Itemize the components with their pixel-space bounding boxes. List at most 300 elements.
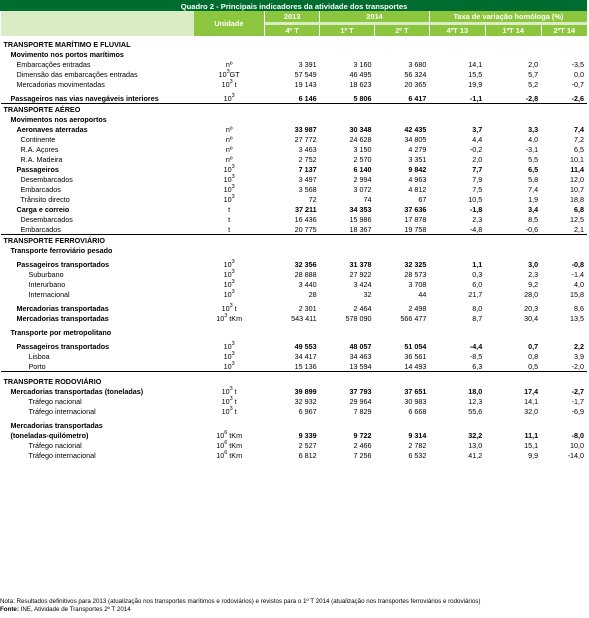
row-unit	[194, 224, 265, 235]
unit-exponent: 3	[231, 92, 235, 99]
value-2014-1t	[320, 323, 375, 337]
footnotes	[0, 598, 589, 614]
row-unit	[194, 416, 265, 430]
header-1t14: 1ºT 14	[485, 25, 541, 36]
value-2014-2t: 3 680	[408, 59, 427, 69]
value-2014-1t: 7 829	[353, 406, 372, 416]
table-row	[1, 49, 588, 59]
value-2014-2t: 34 805	[404, 134, 427, 144]
value-2013-4t: 49 553	[294, 341, 317, 351]
unit-suffix: tKm	[227, 440, 243, 450]
value-2014-2t: 3 351	[408, 154, 427, 164]
rate-1t14	[485, 104, 541, 115]
row-unit	[194, 269, 265, 279]
unit-base: 10	[223, 194, 232, 204]
value-2014-2t	[374, 235, 429, 246]
value-2013-4t: 543 411	[291, 313, 317, 323]
rate-4t13: 1,1	[472, 259, 483, 269]
table-row	[1, 269, 588, 279]
rate-1t14: 8,5	[528, 214, 539, 224]
value-2014-2t: 51 054	[404, 341, 427, 351]
unit-base: 10	[223, 259, 232, 269]
rate-1t14: 1,9	[528, 194, 539, 204]
table-row	[1, 279, 588, 289]
unit-base: 10	[223, 164, 232, 174]
value-2014-1t: 13 594	[349, 361, 372, 371]
value-2014-1t: 24 628	[349, 134, 372, 144]
rate-1t14: 3,3	[528, 124, 539, 134]
rate-1t14: 5,7	[528, 69, 539, 79]
rate-1t14: 30,4	[524, 313, 539, 323]
value-2013-4t: 6 812	[298, 450, 317, 460]
value-2014-1t: 2 994	[353, 174, 372, 184]
unit-base: 10	[221, 303, 230, 313]
value-2013-4t	[265, 114, 320, 124]
value-2014-1t: 32	[363, 289, 372, 299]
rate-2t14: 10,0	[570, 440, 584, 450]
rate-4t13: 19,9	[468, 79, 483, 89]
rate-1t14: 4,0	[528, 134, 539, 144]
rate-4t13	[429, 245, 485, 255]
note-text: Nota: Resultados definitivos para 2013 (atualização nos transportes marítimos e rodoviários) e revistos para o 1º T 2014 (atualização nos transportes ferroviários e rodoviários)	[0, 598, 481, 605]
rate-1t14: 0,5	[528, 361, 539, 371]
rate-4t13	[429, 49, 485, 59]
rate-4t13: 2,0	[472, 154, 483, 164]
header-4t13: 4ºT 13	[429, 25, 485, 36]
rate-1t14: 3,0	[528, 259, 539, 269]
value-2013-4t: 15 136	[294, 361, 317, 371]
rate-2t14	[541, 39, 587, 49]
row-label: Suburbano	[28, 269, 64, 279]
value-2014-1t: 6 140	[353, 164, 372, 174]
value-2014-1t: 5 806	[353, 93, 372, 103]
rate-4t13: 18,0	[468, 386, 483, 396]
source-key: Fonte:	[0, 606, 19, 613]
unit-exponent: 3	[229, 386, 233, 392]
rate-2t14: 2,2	[574, 341, 584, 351]
row-label: TRANSPORTE RODOVIÁRIO	[1, 372, 194, 387]
table-row	[1, 89, 588, 104]
rate-1t14: 17,4	[524, 386, 539, 396]
value-2014-1t: 34 463	[349, 351, 372, 361]
rate-2t14: 7,2	[574, 134, 584, 144]
row-label: Embarcações entradas	[16, 59, 91, 69]
table-row	[1, 361, 588, 372]
value-2014-2t: 6 668	[408, 406, 427, 416]
row-label: Transporte ferroviário pesado	[10, 245, 113, 255]
row-unit	[194, 313, 265, 323]
unit-exponent: 3	[224, 313, 228, 319]
row-label: Movimento nos portos marítimos	[10, 49, 124, 59]
row-unit	[194, 396, 265, 406]
value-2013-4t: 34 417	[294, 351, 317, 361]
rate-2t14	[541, 416, 587, 430]
unit-exponent: 3	[231, 340, 235, 347]
table-title: Quadro 2 - Principais indicadores da atividade dos transportes	[1, 0, 588, 11]
rate-1t14: 9,9	[528, 450, 539, 460]
value-2013-4t: 16 436	[294, 214, 317, 224]
section-row	[1, 235, 588, 246]
row-unit	[194, 450, 265, 460]
row-unit	[194, 255, 265, 269]
unit-base: 10	[218, 69, 227, 79]
unit-suffix: t	[232, 396, 237, 406]
table-row	[1, 406, 588, 416]
value-2014-1t: 18 367	[349, 224, 372, 234]
row-unit	[194, 204, 265, 214]
row-label: Lisboa	[28, 351, 50, 361]
unit-base: nº	[225, 154, 233, 164]
unit-exponent: 6	[224, 440, 228, 446]
table-row	[1, 174, 588, 184]
row-unit	[194, 39, 265, 49]
unit-base: 10	[216, 450, 225, 460]
value-2013-4t: 32 932	[294, 396, 317, 406]
rate-1t14: 5,2	[528, 79, 539, 89]
value-2014-2t: 3 708	[408, 279, 427, 289]
header-4t: 4º T	[265, 25, 320, 36]
table-row	[1, 214, 588, 224]
rate-2t14: -3,5	[571, 59, 584, 69]
unit-exponent: 3	[231, 279, 235, 285]
row-unit	[194, 440, 265, 450]
rate-4t13: 6,0	[472, 279, 483, 289]
rate-2t14	[541, 323, 587, 337]
rate-1t14: 6,5	[528, 164, 539, 174]
rate-1t14	[485, 372, 541, 387]
value-2014-2t: 14 493	[404, 361, 427, 371]
rate-1t14: 2,3	[528, 269, 539, 279]
rate-1t14	[485, 323, 541, 337]
value-2013-4t: 2 301	[298, 303, 317, 313]
value-2013-4t: 37 211	[294, 204, 317, 214]
rate-4t13: 8,0	[472, 303, 483, 313]
table-row	[1, 430, 588, 440]
row-unit	[194, 289, 265, 299]
value-2014-2t: 6 417	[408, 93, 427, 103]
rate-1t14: 28,0	[524, 289, 539, 299]
value-2013-4t	[265, 104, 320, 115]
rate-2t14: -6,9	[571, 406, 584, 416]
unit-exponent: 3	[231, 164, 235, 170]
value-2014-1t	[320, 416, 375, 430]
value-2014-2t: 19 758	[404, 224, 427, 234]
rate-4t13: -0,2	[469, 144, 483, 154]
row-unit	[194, 114, 265, 124]
value-2014-1t: 2 570	[353, 154, 372, 164]
row-label: Mercadorias transportadas	[16, 303, 109, 313]
unit-exponent: 3	[231, 361, 235, 367]
unit-suffix: t	[232, 406, 237, 416]
rate-4t13: -1,8	[469, 204, 483, 214]
rate-2t14: 3,9	[574, 351, 584, 361]
value-2013-4t: 3 391	[298, 59, 317, 69]
value-2014-1t: 3 424	[353, 279, 372, 289]
unit-exponent: 3	[231, 351, 235, 357]
value-2014-2t: 67	[418, 194, 427, 204]
source-text: INE, Atividade de Transportes 2º T 2014	[18, 606, 131, 613]
unit-suffix: GT	[229, 69, 240, 79]
value-2013-4t: 3 463	[298, 144, 317, 154]
row-label: Continente	[20, 134, 56, 144]
value-2013-4t: 6 967	[298, 406, 317, 416]
value-2014-2t	[374, 39, 429, 49]
row-label: Passageiros nas vias navegáveis interiores	[10, 93, 159, 103]
unit-base: 10	[221, 406, 230, 416]
table-row	[1, 351, 588, 361]
unit-suffix: t	[232, 303, 237, 313]
unit-base: nº	[225, 134, 233, 144]
value-2014-2t: 566 477	[400, 313, 427, 323]
value-2014-1t: 18 623	[349, 79, 372, 89]
rate-2t14: 2,1	[574, 224, 584, 234]
rate-1t14: 7,4	[528, 184, 539, 194]
value-2014-1t: 29 964	[349, 396, 372, 406]
table-row	[1, 204, 588, 214]
value-2014-1t: 34 353	[349, 204, 372, 214]
rate-4t13: 0,3	[472, 269, 483, 279]
rate-2t14: -0,7	[571, 79, 584, 89]
row-label: Interurbano	[28, 279, 66, 289]
value-2014-2t: 28 573	[404, 269, 427, 279]
rate-2t14: 18,8	[570, 194, 584, 204]
value-2014-2t: 32 325	[404, 259, 427, 269]
unit-base: t	[228, 204, 231, 214]
rate-4t13	[429, 114, 485, 124]
unit-exponent: 3	[231, 258, 235, 265]
value-2014-1t: 2 464	[353, 303, 372, 313]
value-2014-1t	[320, 114, 375, 124]
rate-1t14: 3,4	[528, 204, 539, 214]
row-unit	[194, 372, 265, 387]
row-label: Mercadorias transportadas (toneladas)	[10, 386, 144, 396]
row-unit	[194, 89, 265, 104]
value-2013-4t: 33 987	[294, 124, 317, 134]
row-unit	[194, 134, 265, 144]
unit-exponent: 6	[224, 450, 228, 456]
unit-base: t	[228, 214, 231, 224]
table-row	[1, 79, 588, 89]
rate-4t13	[429, 104, 485, 115]
table-row	[1, 69, 588, 79]
row-label: Tráfego internacional	[28, 450, 96, 460]
rate-1t14: 20,3	[524, 303, 539, 313]
value-2014-2t: 37 636	[404, 204, 427, 214]
rate-2t14: 6,5	[574, 144, 584, 154]
value-2013-4t: 3 568	[298, 184, 317, 194]
row-label: (toneladas-quilómetro)	[10, 430, 89, 440]
row-unit	[194, 235, 265, 246]
rate-4t13: 10,5	[468, 194, 483, 204]
rate-1t14	[485, 49, 541, 59]
table-row	[1, 440, 588, 450]
row-label: Desembarcados	[20, 174, 73, 184]
rate-2t14: -14,0	[567, 450, 584, 460]
rate-2t14: -0,8	[571, 259, 584, 269]
row-unit	[194, 49, 265, 59]
unit-suffix: tKm	[227, 313, 243, 323]
table-row	[1, 154, 588, 164]
unit-base: 10	[216, 313, 225, 323]
value-2013-4t: 27 772	[294, 134, 317, 144]
rate-1t14: 32,0	[524, 406, 539, 416]
value-2014-2t	[374, 372, 429, 387]
value-2013-4t: 39 899	[294, 386, 317, 396]
row-label: TRANSPORTE AÉREO	[1, 104, 194, 115]
rate-1t14: 14,1	[524, 396, 539, 406]
table-row	[1, 194, 588, 204]
row-unit	[194, 174, 265, 184]
row-unit	[194, 104, 265, 115]
value-2014-1t: 30 348	[349, 124, 372, 134]
row-unit	[194, 59, 265, 69]
value-2014-1t	[320, 49, 375, 59]
rate-2t14: 7,4	[574, 124, 584, 134]
value-2014-2t: 4 279	[408, 144, 427, 154]
header-blank-2	[1, 25, 194, 36]
value-2013-4t	[265, 245, 320, 255]
table-row	[1, 396, 588, 406]
value-2014-1t: 578 090	[345, 313, 372, 323]
row-unit	[194, 351, 265, 361]
unit-base: 10	[221, 396, 230, 406]
rate-2t14: 0,0	[574, 69, 584, 79]
row-unit	[194, 406, 265, 416]
row-unit	[194, 245, 265, 255]
value-2014-2t: 17 878	[404, 214, 427, 224]
value-2014-2t	[374, 323, 429, 337]
value-2013-4t: 3 497	[298, 174, 317, 184]
rate-2t14: 12,0	[570, 174, 584, 184]
rate-4t13	[429, 235, 485, 246]
rate-4t13	[429, 323, 485, 337]
value-2013-4t: 2 527	[298, 440, 317, 450]
rate-2t14: 8,6	[574, 303, 584, 313]
rate-2t14	[541, 49, 587, 59]
value-2014-2t: 4 812	[408, 184, 427, 194]
rate-1t14	[485, 245, 541, 255]
value-2014-1t: 3 150	[353, 144, 372, 154]
rate-4t13: -4,8	[469, 224, 483, 234]
unit-suffix: t	[232, 386, 237, 396]
unit-exponent: 3	[226, 69, 230, 75]
section-row	[1, 39, 588, 49]
row-label: TRANSPORTE FERROVIÁRIO	[1, 235, 194, 246]
table-row	[1, 450, 588, 460]
rate-4t13	[429, 372, 485, 387]
unit-base: 10	[221, 386, 230, 396]
rate-4t13: -1,1	[469, 93, 483, 103]
row-unit	[194, 194, 265, 204]
unit-exponent: 3	[231, 269, 235, 275]
value-2014-2t: 20 365	[404, 79, 427, 89]
section-row	[1, 372, 588, 387]
value-2014-1t: 15 986	[349, 214, 372, 224]
rate-2t14	[541, 372, 587, 387]
rate-4t13	[429, 416, 485, 430]
unit-base: 10	[223, 174, 232, 184]
table-row	[1, 323, 588, 337]
unit-base: 10	[223, 289, 232, 299]
row-unit	[194, 69, 265, 79]
row-label: Embarcados	[20, 184, 61, 194]
value-2014-1t	[320, 104, 375, 115]
table-row	[1, 184, 588, 194]
rate-2t14	[541, 104, 587, 115]
rate-4t13: 41,2	[468, 450, 483, 460]
rate-2t14: 10,1	[570, 154, 584, 164]
rate-2t14	[541, 114, 587, 124]
value-2013-4t: 19 143	[294, 79, 317, 89]
table-row	[1, 224, 588, 235]
value-2014-1t	[320, 235, 375, 246]
rate-1t14: 2,0	[528, 59, 539, 69]
unit-base: nº	[225, 124, 233, 134]
row-label: R.A. Açores	[20, 144, 59, 154]
value-2014-2t: 37 651	[404, 386, 427, 396]
value-2014-2t: 30 983	[404, 396, 427, 406]
row-label: R.A. Madeira	[20, 154, 63, 164]
rate-2t14: 11,4	[570, 164, 584, 174]
unit-base: 10	[223, 279, 232, 289]
value-2014-2t	[374, 49, 429, 59]
row-unit	[194, 79, 265, 89]
rate-4t13: 6,3	[472, 361, 483, 371]
value-2014-2t: 9 314	[408, 430, 427, 440]
unit-base: nº	[225, 144, 233, 154]
rate-4t13: 7,7	[472, 164, 483, 174]
rate-4t13: 7,5	[472, 184, 483, 194]
rate-1t14: -0,6	[525, 224, 539, 234]
value-2014-2t: 9 842	[408, 164, 427, 174]
header-blank	[1, 11, 194, 25]
rate-2t14: 6,8	[574, 204, 584, 214]
unit-base: t	[228, 224, 231, 234]
row-label: Movimentos nos aeroportos	[10, 114, 107, 124]
value-2013-4t: 9 339	[298, 430, 317, 440]
value-2014-1t: 9 722	[353, 430, 372, 440]
rate-4t13: 12,3	[468, 396, 483, 406]
rate-4t13: 4,4	[472, 134, 483, 144]
rate-2t14: 13,5	[570, 313, 584, 323]
value-2014-2t: 56 324	[404, 69, 427, 79]
unit-suffix: tKm	[227, 450, 243, 460]
row-label: Desembarcados	[20, 214, 73, 224]
rate-1t14: 9,2	[528, 279, 539, 289]
value-2014-1t: 37 793	[349, 386, 372, 396]
rate-2t14: 10,7	[570, 184, 584, 194]
row-label: TRANSPORTE MARÍTIMO E FLUVIAL	[3, 39, 131, 49]
unit-exponent: 3	[229, 302, 233, 309]
rate-4t13: 13,0	[468, 440, 483, 450]
unit-base: 10	[223, 269, 232, 279]
value-2013-4t: 28	[308, 289, 317, 299]
value-2014-2t: 42 435	[404, 124, 427, 134]
table-row	[1, 134, 588, 144]
value-2013-4t: 7 137	[298, 164, 317, 174]
unit-exponent: 3	[231, 174, 235, 180]
row-unit	[194, 279, 265, 289]
rate-2t14	[541, 245, 587, 255]
unit-base: nº	[225, 59, 233, 69]
value-2014-2t	[374, 245, 429, 255]
value-2014-1t	[320, 372, 375, 387]
value-2014-1t: 27 922	[349, 269, 372, 279]
rate-2t14: -1,4	[571, 269, 584, 279]
row-unit	[194, 184, 265, 194]
row-label: Passageiros transportados	[16, 259, 110, 269]
rate-2t14: 15,8	[570, 289, 584, 299]
